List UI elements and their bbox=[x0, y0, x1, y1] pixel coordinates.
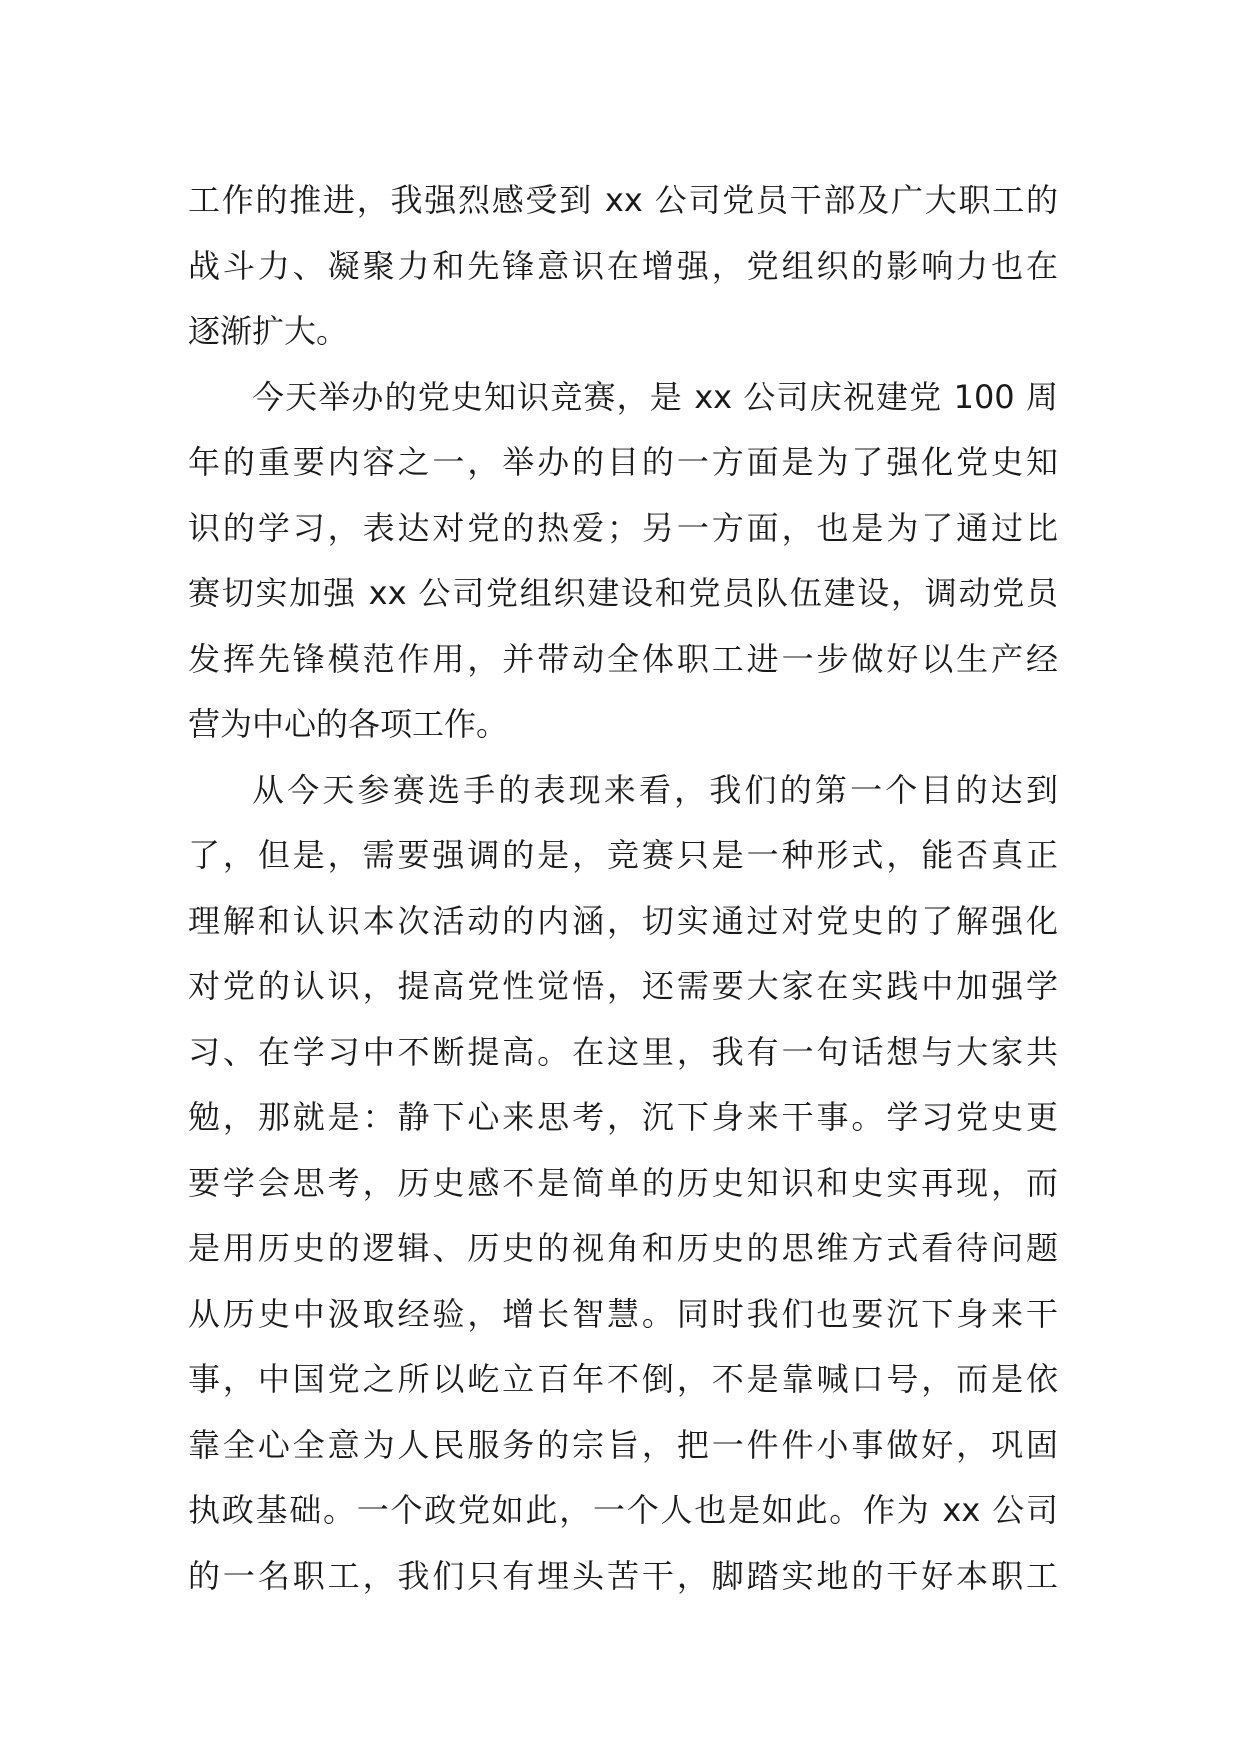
paragraph-2 bbox=[188, 365, 1058, 758]
text-line: 执政基础。一个政党如此，一个人也是如此。作为 xx 公司 bbox=[188, 1491, 1058, 1529]
text-line: 年的重要内容之一，举办的目的一方面是为了强化党史知 bbox=[188, 443, 1058, 481]
text-line: 识的学习，表达对党的热爱；另一方面，也是为了通过比 bbox=[188, 508, 1058, 547]
text-line: 理解和认识本次活动的内涵，切实通过对党史的了解强化 bbox=[188, 901, 1058, 940]
text-line: 工作的推进，我强烈感受到 xx 公司党员干部及广大职工的 bbox=[188, 181, 1058, 219]
text-line: 是用历史的逻辑、历史的视角和历史的思维方式看待问题 bbox=[188, 1229, 1058, 1267]
text-line: 逐渐扩大。 bbox=[188, 312, 349, 350]
text-line: 的一名职工，我们只有埋头苦干，脚踏实地的干好本职工 bbox=[188, 1556, 1058, 1595]
text-line: 了，但是，需要强调的是，竞赛只是一种形式，能否真正 bbox=[188, 836, 1058, 874]
text-line: 事，中国党之所以屹立百年不倒，不是靠喊口号，而是依 bbox=[188, 1360, 1058, 1398]
text-line: 发挥先锋模范作用，并带动全体职工进一步做好以生产经 bbox=[188, 639, 1058, 678]
text-line: 习、在学习中不断提高。在这里，我有一句话想与大家共 bbox=[188, 1032, 1058, 1071]
text-line: 要学会思考，历史感不是简单的历史知识和史实再现，而 bbox=[188, 1163, 1058, 1202]
document-body bbox=[188, 168, 1058, 1609]
text-line: 从历史中汲取经验，增长智慧。同时我们也要沉下身来干 bbox=[188, 1294, 1058, 1333]
text-line: 今天举办的党史知识竞赛，是 xx 公司庆祝建党 100 周 bbox=[252, 377, 1058, 416]
text-line: 战斗力、凝聚力和先锋意识在增强，党组织的影响力也在 bbox=[188, 246, 1058, 285]
text-line: 营为中心的各项工作。 bbox=[188, 705, 509, 743]
text-line: 勉，那就是：静下心来思考，沉下身来干事。学习党史更 bbox=[188, 1098, 1058, 1136]
text-line: 对党的认识，提高党性觉悟，还需要大家在实践中加强学 bbox=[188, 967, 1058, 1005]
text-line: 赛切实加强 xx 公司党组织建设和党员队伍建设，调动党员 bbox=[188, 574, 1058, 612]
paragraph-3 bbox=[188, 758, 1058, 1610]
text-line: 靠全心全意为人民服务的宗旨，把一件件小事做好，巩固 bbox=[188, 1425, 1058, 1464]
paragraph-1 bbox=[188, 168, 1058, 365]
text-line: 从今天参赛选手的表现来看，我们的第一个目的达到 bbox=[252, 770, 1058, 809]
